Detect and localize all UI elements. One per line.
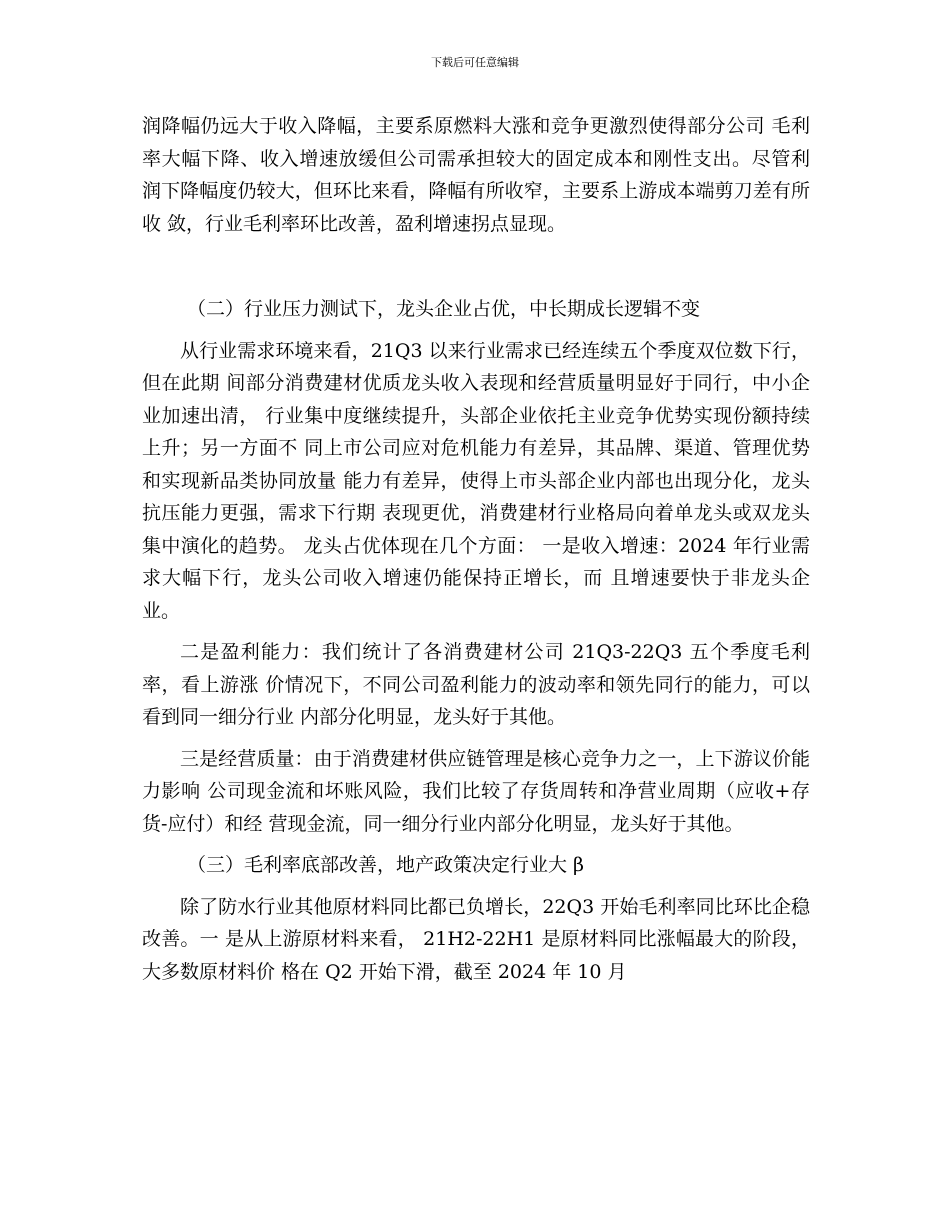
page-header-note: 下载后可任意编辑 — [431, 56, 519, 69]
paragraph-operating-quality: 三是经营质量：由于消费建材供应链管理是核心竞争力之一，上下游议价能力影响 公司现金流和坏账风险，我们比较了存货周转和净营业周期（应收+存货-应付）和经 营现金流，同一细分行业内部分化明显，龙头好于其他。 — [142, 747, 810, 835]
spacer — [142, 326, 810, 335]
spacer — [142, 240, 810, 293]
paragraph-raw-materials: 除了防水行业其他原材料同比都已负增长，22Q3 开始毛利率同比环比企稳改善。一 是从上游原材料来看， 21H2-22H1 是原材料同比涨幅最大的阶段，大多数原材料价 格在 Q2 开始下滑，截至 2024 年 10 月 — [142, 895, 810, 983]
spacer — [142, 840, 810, 849]
section-heading-2: （二）行业压力测试下，龙头企业占优，中长期成长逻辑不变 — [187, 298, 701, 320]
paragraph-profit-decline: 润降幅仍远大于收入降幅，主要系原燃料大涨和竞争更激烈使得部分公司 毛利率大幅下降、收入增速放缓但公司需承担较大的固定成本和刚性支出。尽管利 润下降幅度仍较大，但环比来看，降幅有所收窄，主要系上游成本端剪刀差有所收 敛，行业毛利率环比改善，盈利增速拐点显现。 — [142, 115, 810, 235]
spacer — [142, 882, 810, 891]
spacer — [142, 734, 810, 743]
paragraph-profitability: 二是盈利能力：我们统计了各消费建材公司 21Q3-22Q3 五个季度毛利率，看上游涨 价情况下，不同公司盈利能力的波动率和领先同行的能力，可以看到同一细分行业 内部分化明显，龙头好于其他。 — [142, 641, 810, 728]
document-body — [142, 110, 810, 988]
spacer — [142, 627, 810, 636]
section-heading-3: （三）毛利率底部改善，地产政策决定行业大 β — [187, 854, 585, 876]
paragraph-industry-demand: 从行业需求环境来看，21Q3 以来行业需求已经连续五个季度双位数下行，但在此期 间部分消费建材优质龙头收入表现和经营质量明显好于同行，中小企业加速出清， 行业集中度继续提升，头部企业依托主业竞争优势实现份额持续上升；另一方面不 同上市公司应对危机能力有差异，其品牌、渠道、管理优势和实现新品类协同放量 能力有差异，使得上市头部企业内部也出现分化，龙头抗压能力更强，需求下行期 表现更优，消费建材行业格局向着单龙头或双龙头集中演化的趋势。 龙头占优体现在几个方面： 一是收入增速：2024 年行业需求大幅下行，龙头公司收入增速仍能保持正增长，而 且增速要快于非龙头企业。 — [142, 339, 810, 622]
